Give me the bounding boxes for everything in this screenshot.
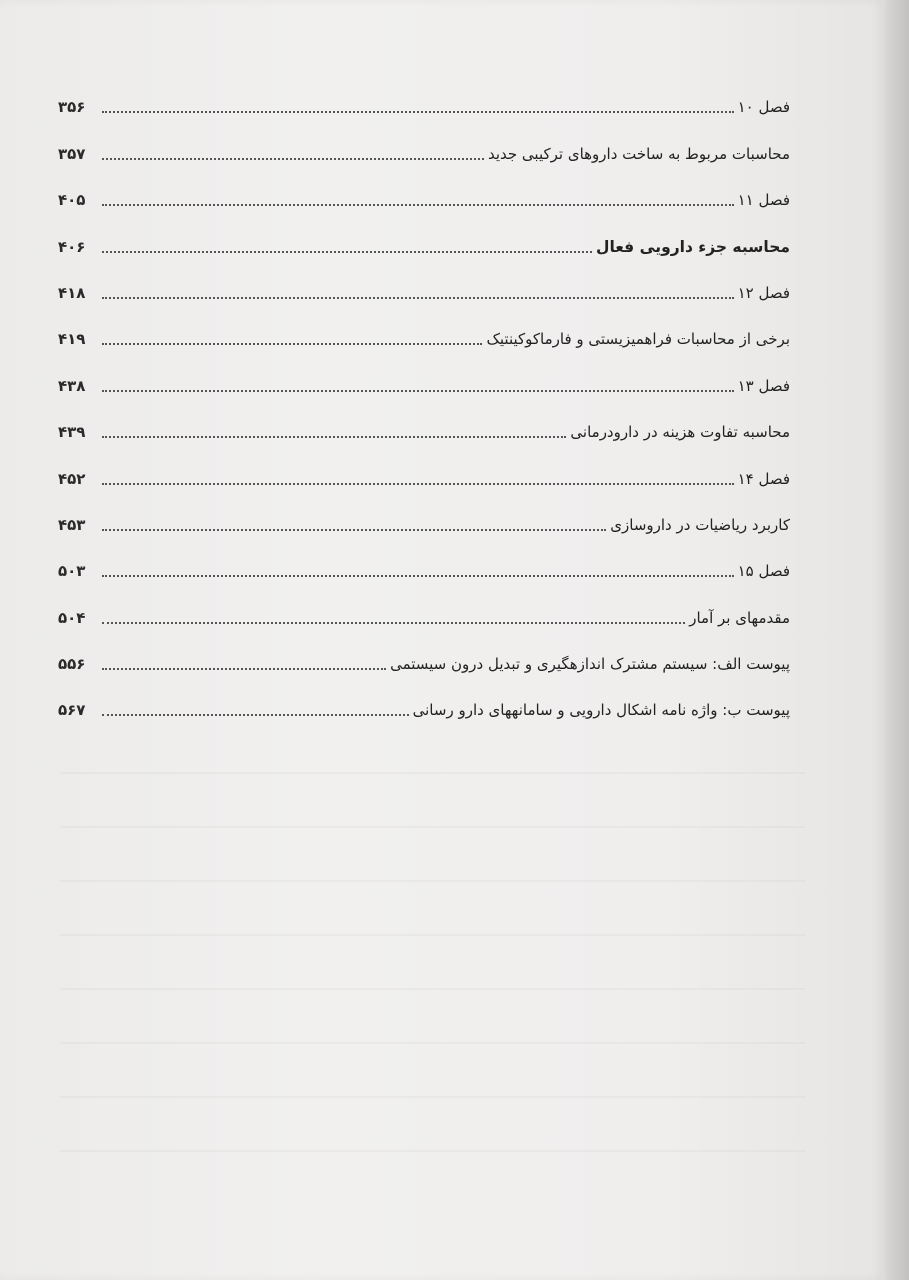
toc-entry-title: محاسبه جزء دارویی فعال [596,237,790,256]
dot-leader [102,529,606,531]
toc-entry-title: فصل ۱۳ [737,376,790,395]
show-through-text [60,720,805,1200]
toc-entry-page-number: ۵۵۶ [58,655,86,674]
toc-entry [58,673,790,719]
toc-entry-title: فصل ۱۱ [737,191,790,210]
toc-entry [58,116,790,162]
table-of-contents [58,70,790,719]
toc-entry-title: برخی از محاسبات فراهمیزیستی و فارماکوکینتیک [486,330,790,349]
toc-entry-title: پیوست الف: سیستم مشترک اندازهگیری و تبدیل درون سیستمی [390,655,790,674]
dot-leader [102,483,734,485]
page-edge [885,0,909,1280]
dot-leader [102,297,734,299]
toc-entry-page-number: ۴۵۲ [58,469,86,488]
dot-leader [102,714,409,716]
dot-leader [102,390,734,392]
toc-entry [58,580,790,626]
dot-leader [102,668,386,670]
toc-entry-page-number: ۳۵۷ [58,144,86,163]
toc-entry-page-number: ۵۰۴ [58,608,86,627]
toc-entry-page-number: ۴۳۹ [58,423,86,442]
toc-entry [58,488,790,534]
toc-entry [58,209,790,255]
toc-entry-page-number: ۴۳۸ [58,376,86,395]
toc-entry-title: فصل ۱۰ [737,98,790,117]
toc-entry-page-number: ۴۵۳ [58,515,86,534]
toc-entry-title: پیوست ب: واژه نامه اشکال دارویی و سامانههای دارو رسانی [412,701,790,720]
toc-entry-page-number: ۳۵۶ [58,98,86,117]
dot-leader [102,251,592,253]
toc-entry [58,534,790,580]
toc-entry-title: فصل ۱۲ [737,283,790,302]
toc-entry-title: محاسبه تفاوت هزینه در دارودرمانی [570,423,790,442]
dot-leader [102,204,734,206]
toc-entry [58,348,790,394]
toc-entry-title: مقدمهای بر آمار [689,608,790,627]
toc-entry [58,163,790,209]
toc-entry [58,441,790,487]
toc-entry [58,256,790,302]
toc-entry-page-number: ۴۱۸ [58,283,86,302]
toc-entry-title: کاربرد ریاضیات در داروسازی [610,515,790,534]
dot-leader [102,436,566,438]
toc-entry-page-number: ۵۶۷ [58,701,86,720]
toc-entry-title: فصل ۱۴ [737,469,790,488]
dot-leader [102,622,685,624]
toc-entry-page-number: ۴۰۶ [58,237,86,256]
toc-entry-page-number: ۴۱۹ [58,330,86,349]
toc-entry-page-number: ۴۰۵ [58,191,86,210]
dot-leader [102,111,734,113]
toc-entry-title: فصل ۱۵ [737,562,790,581]
toc-entry [58,627,790,673]
dot-leader [102,158,484,160]
toc-entry-page-number: ۵۰۳ [58,562,86,581]
toc-entry-title: محاسبات مربوط به ساخت داروهای ترکیبی جدید [487,144,790,163]
toc-entry [58,395,790,441]
toc-entry [58,302,790,348]
dot-leader [102,343,482,345]
dot-leader [102,575,734,577]
toc-entry [58,70,790,116]
